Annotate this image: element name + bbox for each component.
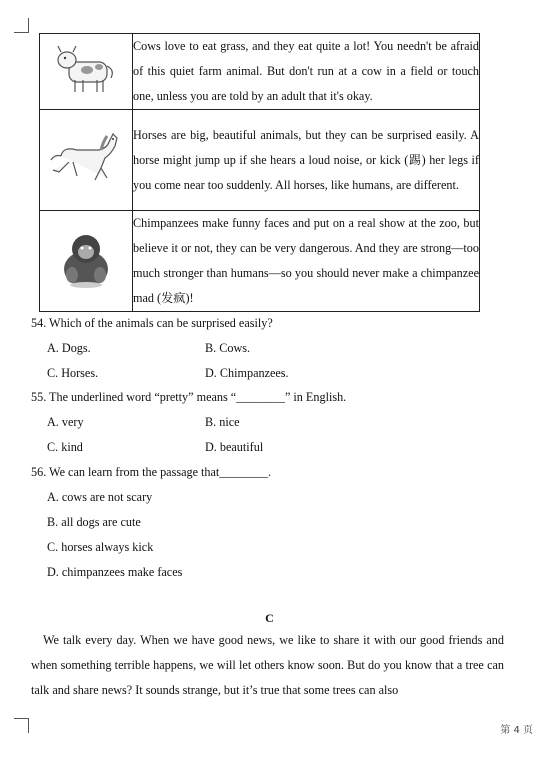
cow-icon [40, 34, 133, 110]
option-55-b[interactable]: B. nice [205, 415, 240, 429]
option-56-d[interactable]: D. chimpanzees make faces [47, 565, 183, 579]
chimpanzee-description: Chimpanzees make funny faces and put on a real show at the zoo, but believe it or not, they can be very dangerous. And they are strong—too much stronger than humans—so you should never make a chimpanzee mad (发疯)! [133, 216, 479, 305]
option-54-b[interactable]: B. Cows. [205, 341, 251, 355]
chimpanzee-icon [40, 211, 133, 312]
section-heading: C [265, 611, 274, 625]
option-56-b[interactable]: B. all dogs are cute [47, 515, 141, 529]
option-55-c[interactable]: C. kind [47, 440, 83, 454]
horse-icon [40, 110, 133, 211]
option-55-d[interactable]: D. beautiful [205, 440, 264, 454]
option-56-c[interactable]: C. horses always kick [47, 540, 154, 554]
option-55-a[interactable]: A. very [47, 415, 84, 429]
question-54: 54. Which of the animals can be surprised easily? [31, 316, 273, 330]
animal-table [39, 33, 480, 312]
page-number: 第 4 页 [500, 725, 533, 736]
option-54-c[interactable]: C. Horses. [47, 366, 99, 380]
table-row [40, 110, 480, 211]
section-c-paragraph: We talk every day. When we have good news, we like to share it with our good friends and when something terrible happens, we will let others know soon. But do you know that a tree can talk and share news? It sounds strange, but it’s true that some trees can also [31, 633, 504, 697]
table-row [40, 34, 480, 110]
option-54-d[interactable]: D. Chimpanzees. [205, 366, 289, 380]
horse-description: Horses are big, beautiful animals, but they can be surprised easily. A horse might jump up if she hears a loud noise, or kick (踢) her legs if you come near too suddenly. All horses, like humans, are different. [133, 127, 479, 192]
option-54-a[interactable]: A. Dogs. [47, 341, 91, 355]
option-56-a[interactable]: A. cows are not scary [47, 490, 153, 504]
question-55: 55. The underlined word “pretty” means “________” in English. [31, 390, 347, 404]
table-row [40, 211, 480, 312]
corner-mark-bottom [14, 718, 29, 733]
corner-mark-top [14, 18, 29, 33]
cow-description: Cows love to eat grass, and they eat quite a lot! You needn't be afraid of this quiet farm animal. But don't run at a cow in a field or touch one, unless you are told by an adult that it's okay. [133, 39, 479, 103]
question-56: 56. We can learn from the passage that________. [31, 465, 272, 479]
